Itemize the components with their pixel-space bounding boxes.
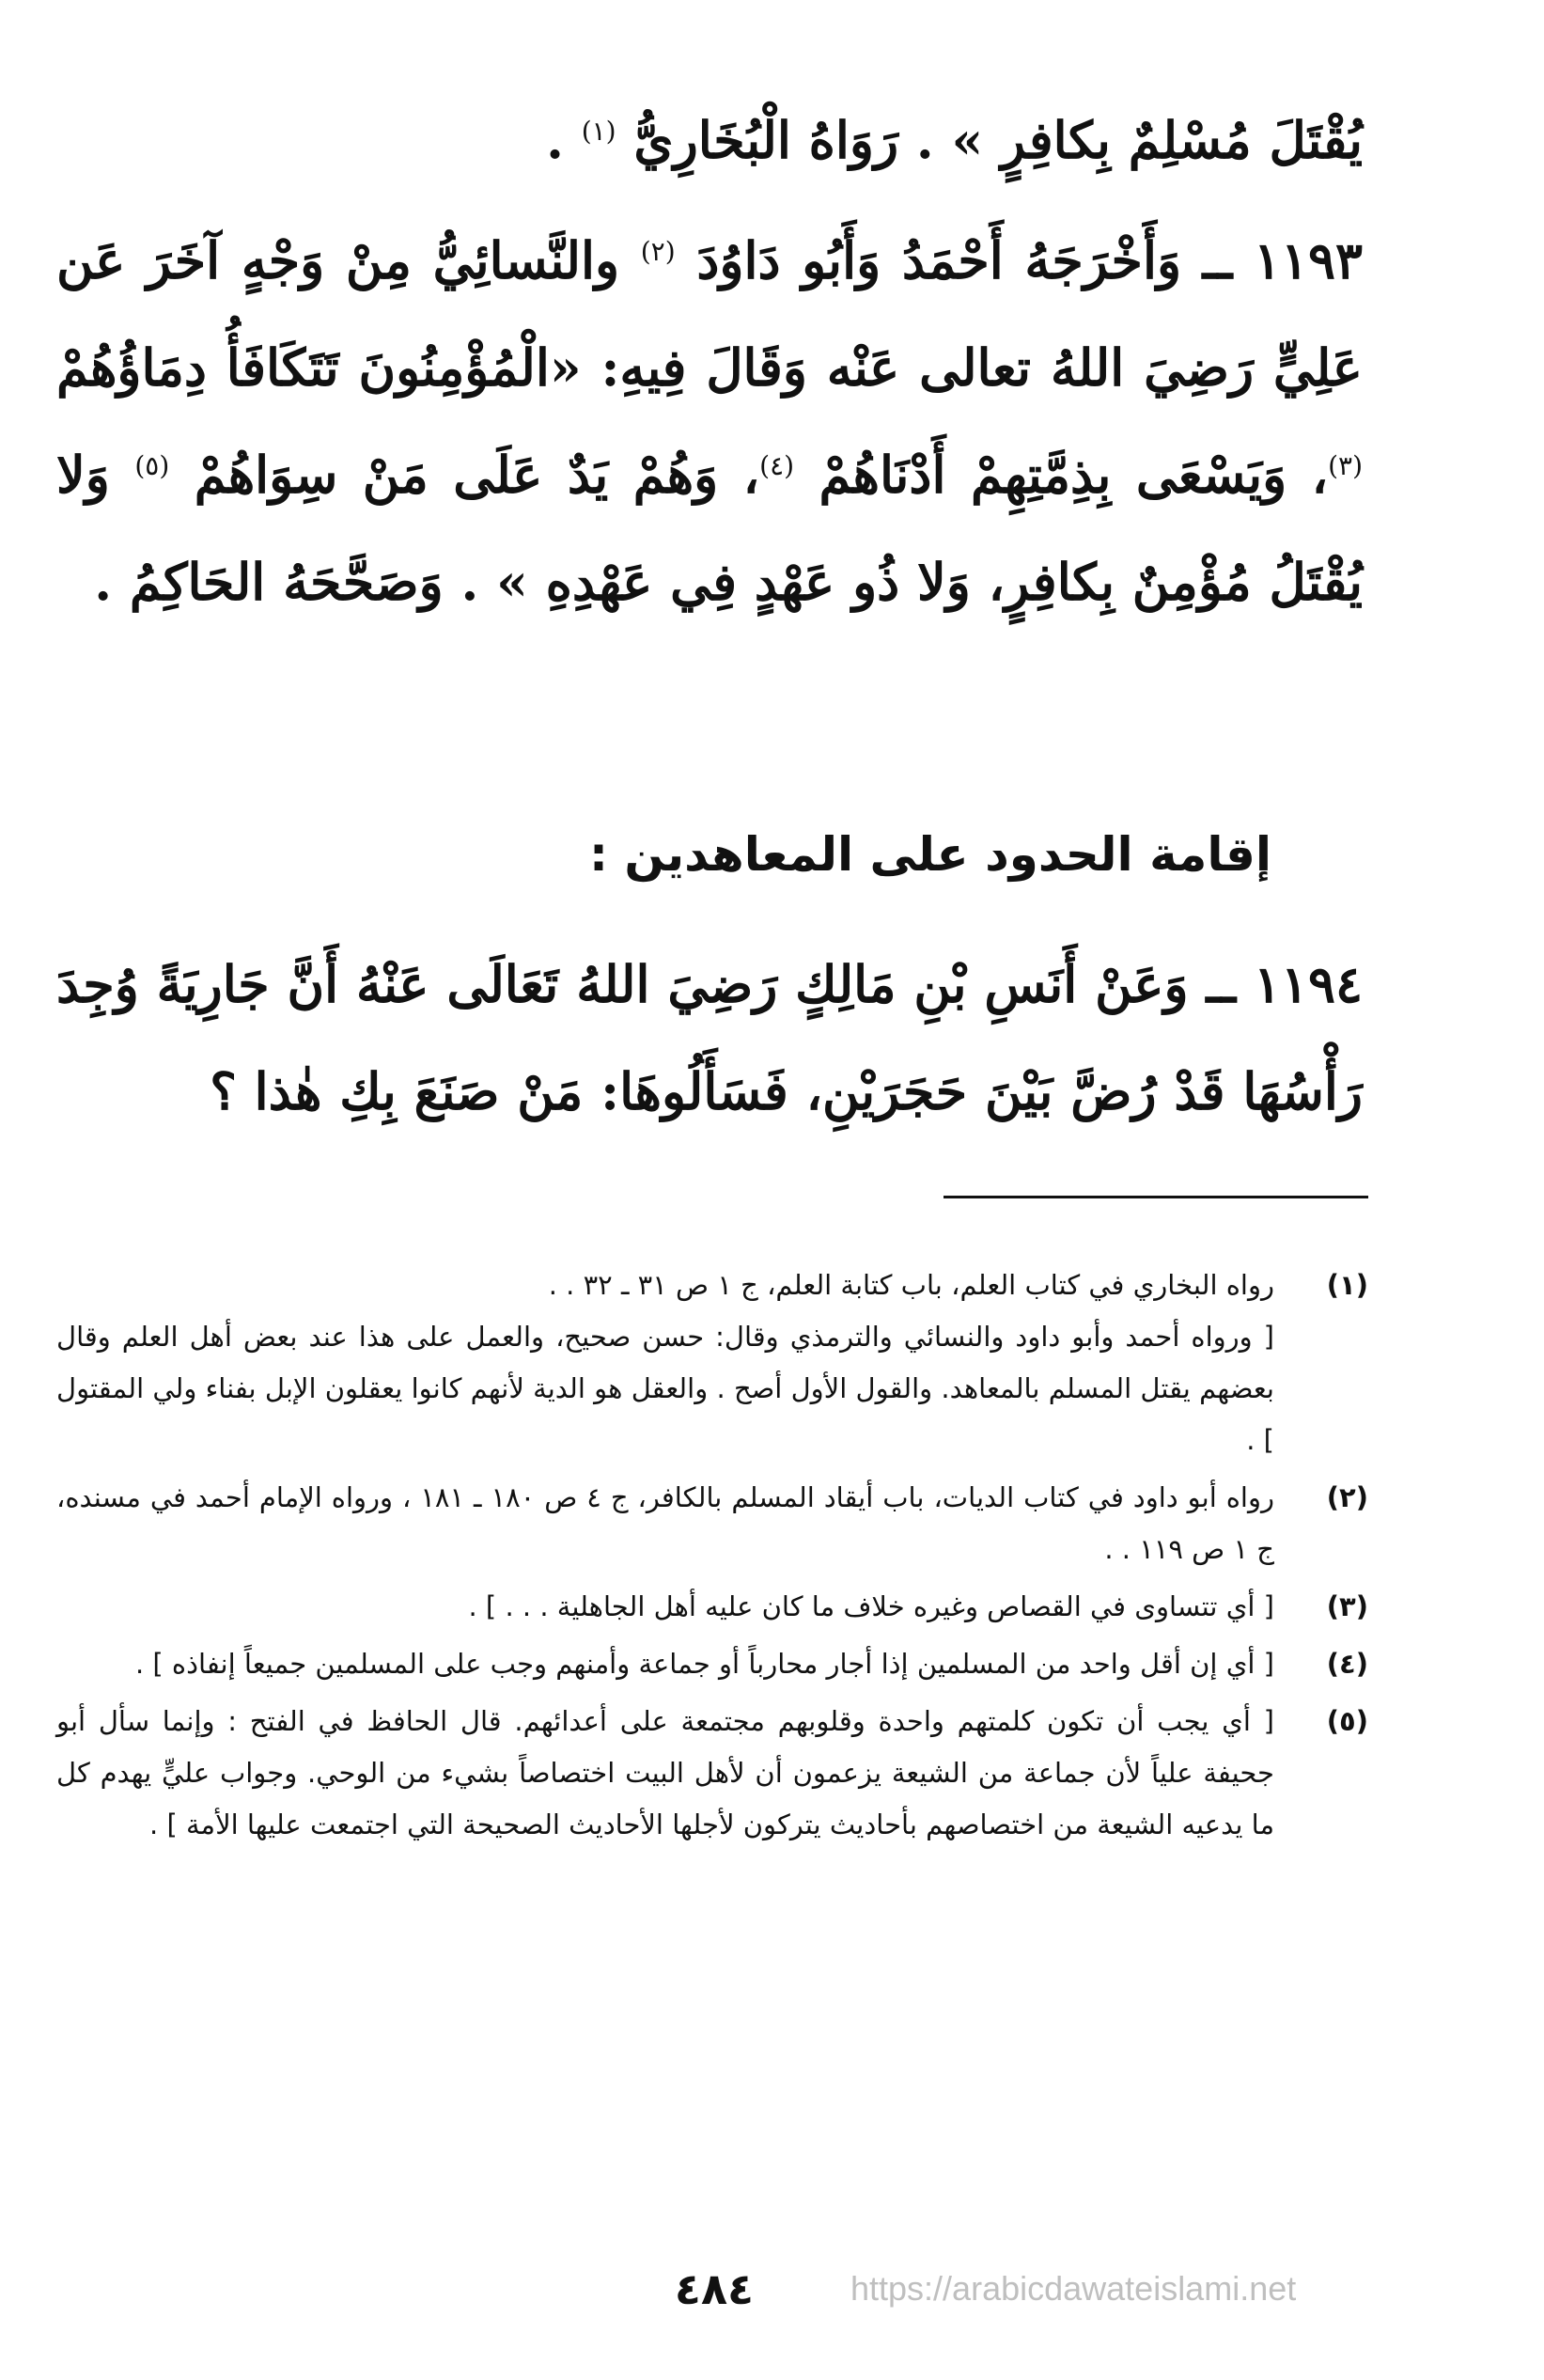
footnote-text: رواه البخاري في كتاب العلم، باب كتابة العلم، ج ١ ص ٣١ ـ ٣٢ . .: [548, 1269, 1274, 1301]
footnote-number: (٣): [1326, 1590, 1368, 1622]
footnote-5: [56, 1696, 1368, 1851]
footnote-number: (٥): [1326, 1705, 1368, 1737]
footnote-ref: (٤): [759, 450, 795, 481]
footnote-ref: (٣): [1328, 450, 1364, 481]
footnote-3: [56, 1581, 1368, 1633]
footnote-number: (٤): [1326, 1648, 1368, 1680]
footnote-2: [56, 1472, 1368, 1575]
footnote-text: [ ورواه أحمد وأبو داود والنسائي والترمذي وقال: حسن صحيح، والعمل على هذا عند بعض أهل العلم وقال بعضهم يقتل المسلم بالمعاهد. والقول الأول أصح . والعقل هو الدية لأنهم كانوا يعقلون الإبل بفناء ولي المقتول ] .: [56, 1321, 1274, 1456]
footnote-number: (٢): [1326, 1481, 1368, 1513]
section-heading: إقامة الحدود على المعاهدين :: [588, 827, 1271, 882]
footnote-separator: [944, 1196, 1368, 1198]
footnotes: [56, 1260, 1368, 1856]
footnote-4: [56, 1638, 1368, 1690]
footnote-text: [ أي يجب أن تكون كلمتهم واحدة وقلوبهم مجتمعة على أعدائهم. قال الحافظ في الفتح : وإنما سأل أبو جحيفة علياً لأن جماعة من الشيعة يزعمون أن لأهل البيت اختصاصاً بشيء من الوحي. وجواب عليٍّ يهدم كل ما يدعيه الشيعة من اختصاصهم بأحاديث يتركون لأجلها الأحاديث الصحيحة التي اجتمعت عليها الأمة ] .: [56, 1705, 1274, 1840]
footnote-text: رواه أبو داود في كتاب الديات، باب أيقاد المسلم بالكافر، ج ٤ ص ١٨٠ ـ ١٨١ ، ورواه الإمام أحمد في مسنده، ج ١ ص ١١٩ . .: [56, 1481, 1274, 1565]
watermark-url: https://arabicdawateislami.net: [850, 2269, 1297, 2308]
footnote-text: [ أي إن أقل واحد من المسلمين إذا أجار محارباً أو جماعة وأمنهم وجب على المسلمين جميعاً إنفاذه ] .: [134, 1648, 1274, 1680]
footnote-number: (١): [1326, 1269, 1368, 1301]
continuation-line: يُقْتَلَ مُسْلِمٌ بِكافِرٍ » . رَوَاهُ الْبُخَارِيُّ $^{(١)}$ .: [546, 110, 1363, 170]
footnote-ref: (٢): [640, 236, 676, 267]
footnote-text: [ أي تتساوى في القصاص وغيره خلاف ما كان عليه أهل الجاهلية . . . ] .: [468, 1590, 1274, 1622]
footnote-ref: (٥): [134, 450, 170, 481]
footnote-ref: (١): [581, 116, 616, 147]
footnote-1: [56, 1260, 1368, 1466]
hadith-1194: ١١٩٤ ــ وَعَنْ أَنَسِ بْنِ مَالِكٍ رَضِيَ اللهُ تَعَالَى عَنْهُ أَنَّ جَارِيَةً وُجِدَ رَأْسُهَا قَدْ رُضَّ بَيْنَ حَجَرَيْنِ، فَسَأَلُوهَا: مَنْ صَنَعَ بِكِ هٰذا ؟: [56, 954, 1363, 1121]
hadith-1193: ١١٩٣ ــ وَأَخْرَجَهُ أَحْمَدُ وَأَبُو دَاوُدَ $^{(٢)}$ والنَّسائِيُّ مِنْ وَجْهٍ آخَرَ عَن عَلِيٍّ رَضِيَ اللهُ تعالى عَنْه وَقَالَ فِيهِ: «الْمُؤْمِنُونَ تَتَكَافَأُ دِمَاؤُهُمْ $^{(٣)}$، وَيَسْعَى بِذِمَّتِهِمْ أَدْنَاهُمْ $^{(٤)}$، وَهُمْ يَدٌ عَلَى مَنْ سِوَاهُمْ $^{(٥)}$ وَلا يُقْتَلُ مُؤْمِنٌ بِكافِرٍ، وَلا ذُو عَهْدٍ فِي عَهْدِهِ » . وَصَحَّحَهُ الحَاكِمُ .: [56, 230, 1364, 612]
page-number: ٤٨٤: [674, 2263, 755, 2314]
